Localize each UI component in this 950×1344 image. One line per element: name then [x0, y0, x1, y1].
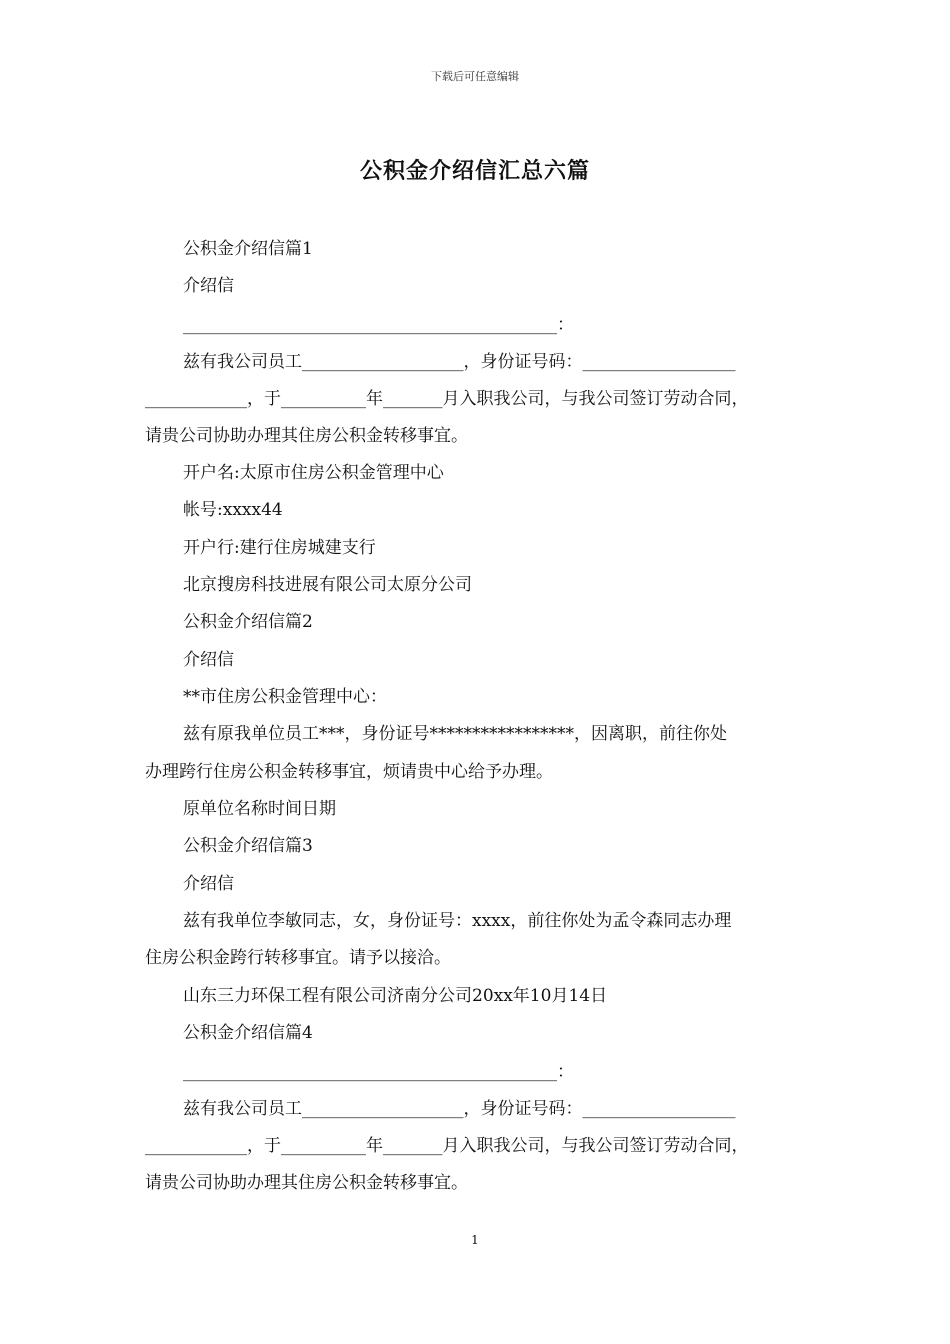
header-note: 下载后可任意编辑: [431, 70, 519, 83]
paragraph-line: 兹有我公司员工___________________，身份证号码：__________________: [183, 352, 736, 372]
paragraph-line: 请贵公司协助办理其住房公积金转移事宜。: [145, 1173, 468, 1193]
section-heading-1: 公积金介绍信篇1: [183, 239, 313, 259]
signature-line: 山东三力环保工程有限公司济南分公司20xx年10月14日: [183, 986, 608, 1006]
paragraph-line: ____________，于__________年_______月入职我公司，与我公司签订劳动合同，: [145, 389, 749, 409]
paragraph-line: 兹有我公司员工___________________，身份证号码：__________________: [183, 1099, 736, 1119]
letter-title: 介绍信: [183, 874, 234, 894]
letter-title: 介绍信: [183, 650, 234, 670]
paragraph-line: 请贵公司协助办理其住房公积金转移事宜。: [145, 426, 468, 446]
signature-line: 原单位名称时间日期: [183, 799, 336, 819]
section-heading-4: 公积金介绍信篇4: [183, 1023, 313, 1043]
page-number: 1: [471, 1233, 479, 1247]
company-signature: 北京搜房科技进展有限公司太原分公司: [183, 575, 472, 595]
recipient-blank: ____________________________________________：: [183, 1062, 574, 1082]
account-number: 帐号:xxxx44: [183, 500, 283, 520]
document-title: 公积金介绍信汇总六篇: [359, 158, 590, 184]
paragraph-line: 住房公积金跨行转移事宜。请予以接洽。: [145, 948, 451, 968]
recipient-line: **市住房公积金管理中心：: [183, 687, 387, 707]
section-heading-2: 公积金介绍信篇2: [183, 612, 313, 632]
account-name: 开户名:太原市住房公积金管理中心: [183, 463, 444, 483]
paragraph-line: 办理跨行住房公积金转移事宜，烦请贵中心给予办理。: [145, 762, 553, 782]
letter-title: 介绍信: [183, 276, 234, 296]
recipient-blank: ____________________________________________：: [183, 315, 574, 335]
paragraph-line: 兹有原我单位员工***，身份证号*****************，因离职，前往你处: [183, 724, 727, 744]
paragraph-line: ____________，于__________年_______月入职我公司，与我公司签订劳动合同，: [145, 1136, 749, 1156]
paragraph-line: 兹有我单位李敏同志，女，身份证号：xxxx，前往你处为孟令森同志办理: [183, 911, 732, 931]
account-bank: 开户行:建行住房城建支行: [183, 538, 376, 558]
section-heading-3: 公积金介绍信篇3: [183, 836, 313, 856]
